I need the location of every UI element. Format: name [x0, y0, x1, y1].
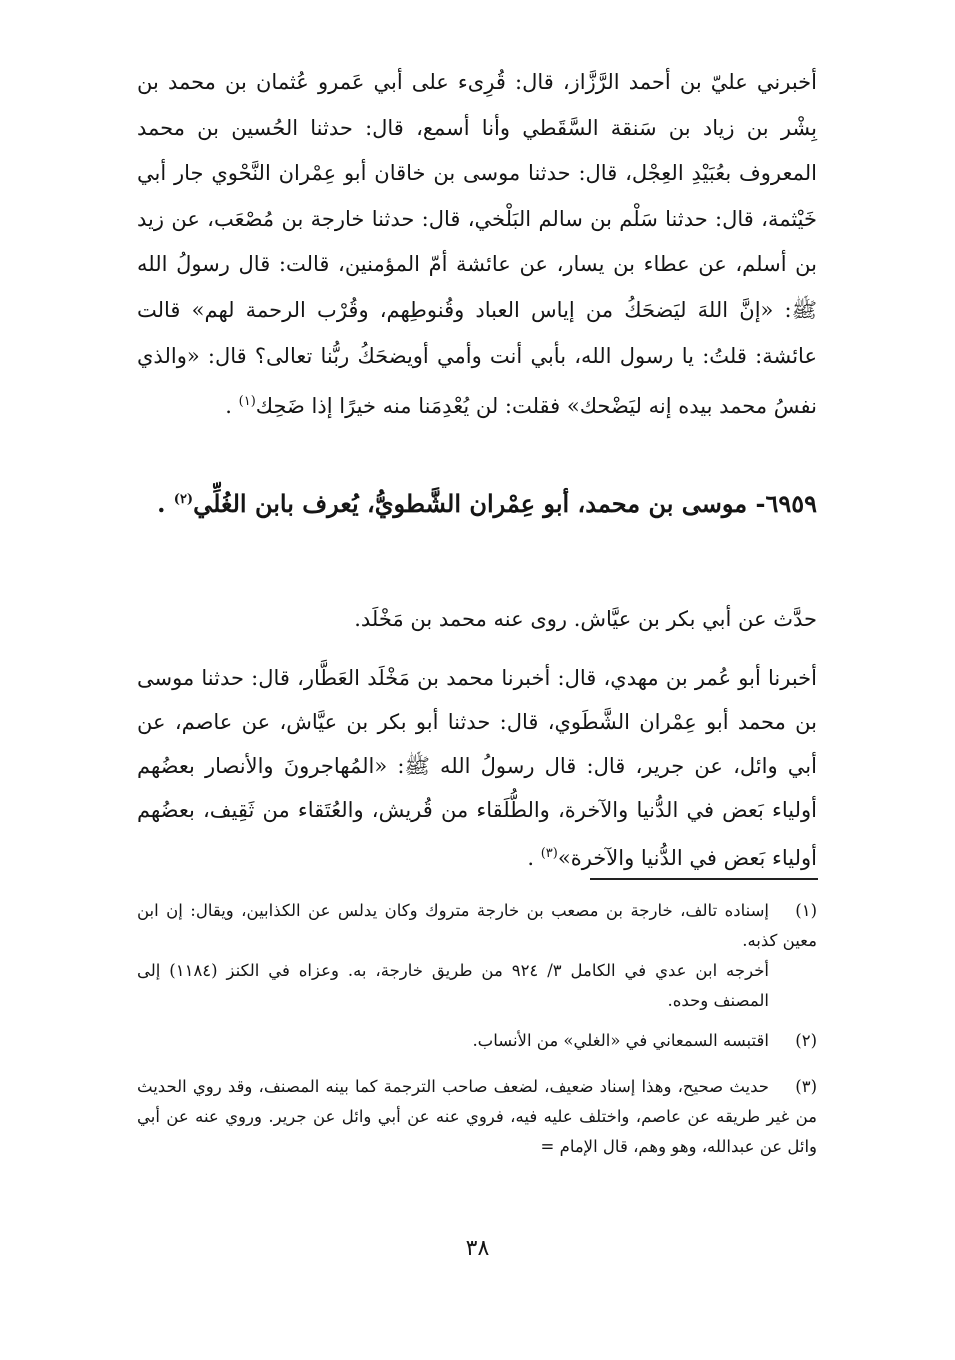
page-number: ٣٨ — [465, 1236, 490, 1261]
biography-entry-heading — [137, 476, 817, 528]
paragraph-end-2: . — [527, 846, 535, 870]
footnote-3-text: حديث صحيح، وهذا إسناد ضعيف، لضعف صاحب الترجمة كما بينه المصنف، وقد روي الحديث من غير طريقه عن عاصم، واختلف عليه فيه، فروي عنه عن أبي وائل عن جرير. وروي عنه عن أبي وائل عن عبدالله، وهو وهم، قال الإمام = — [137, 1077, 817, 1156]
footnote-2 — [137, 1026, 817, 1056]
hadith-paragraph-1 — [137, 60, 817, 430]
footnote-1-extra-text: أخرجه ابن عدي في الكامل ٣/ ٩٢٤ من طريق خارجة، به. وعزاه في الكنز (١١٨٤) إلى المصنف وحده. — [137, 961, 769, 1010]
hadith-text-2: أخبرنا أبو عُمر بن مهدي، قال: أخبرنا محمد بن مَخْلَد العَطَّار، قال: حدثنا موسى بن محمد أبو عِمْران الشَّطَوي، قال: حدثنا أبو بكر بن عيَّاش، عن عاصم، عن أبي وائل، عن جرير، قال: قال رسولُ الله ﷺ: «المُهاجرونَ والأنصار بعضُهم أولياء بَعض في الدُّنيا والآخرة، والطُّلَقاء من قُريش، والعُتَقاء من ثَقِيف، بعضُهم أولياء بَعض في الدُّنيا والآخرة» — [137, 666, 817, 870]
footnote-1-text: إسناده تالف، خارجة بن مصعب بن خارجة متروك وكان يدلس عن الكذابين، ويقال: إن ابن معين كذبه. — [137, 901, 817, 950]
hadith-text-1: أخبرني عليّ بن أحمد الرَّزَّاز، قال: قُرِىء على أبي عَمرو عُثمان بن محمد بن بِشْر بن زياد بن سَنقة السَّقَطي وأنا أسمع، قال: حدثنا الحُسين بن محمد المعروف بعُبَيْدِ العِجْل، قال: حدثنا موسى بن خاقان أبو عِمْران النَّحْوي جار أبي خَيْثمة، قال: حدثنا سَلْم بن سالم البَلْخي، قال: حدثنا خارجة بن مُصْعَب، عن زيد بن أسلم، عن عطاء بن يسار، عن عائشة أمّ المؤمنين، قالت: قال رسولُ الله ﷺ: «إنَّ اللهَ ليَضحَكُ من إياس العباد وقُنوطِهم، وقُرْب الرحمة لهم» قالت عائشة: قلتُ: يا رسول الله، بأبي أنت وأمي أويضحَكُ ربُّنا تعالى؟ قال: «والذي نفسُ محمد بيده إنه ليَضْحك» فقلت: لن يُعْدِمَنا منه خيرًا إذا ضَحِك — [137, 70, 817, 419]
footnote-ref-1: (١) — [238, 394, 256, 410]
entry-end: . — [157, 489, 166, 518]
footnote-1-number: (١) — [795, 901, 817, 920]
footnote-1-continuation — [137, 956, 769, 1016]
summary-text: حدَّث عن أبي بكر بن عيَّاش. روى عنه محمد بن مَخْلَد. — [354, 607, 817, 631]
footnote-1 — [137, 896, 817, 956]
entry-title: ٦٩٥٩- موسى بن محمد، أبو عِمْران الشَّطويُّ، يُعرف بابن الغُلِّي — [193, 489, 817, 518]
footnote-3 — [137, 1072, 817, 1162]
narration-summary — [137, 598, 817, 640]
hadith-paragraph-2 — [137, 656, 817, 880]
footnote-2-number: (٢) — [795, 1031, 817, 1050]
footnote-ref-3: (٣) — [540, 846, 558, 861]
footnote-2-text: اقتبسه السمعاني في «الغلي» من الأنساب. — [472, 1031, 769, 1050]
paragraph-end-1: . — [225, 394, 232, 419]
footnote-ref-2: (٢) — [173, 492, 194, 507]
footnote-separator — [590, 878, 818, 880]
footnote-3-number: (٣) — [795, 1077, 817, 1096]
